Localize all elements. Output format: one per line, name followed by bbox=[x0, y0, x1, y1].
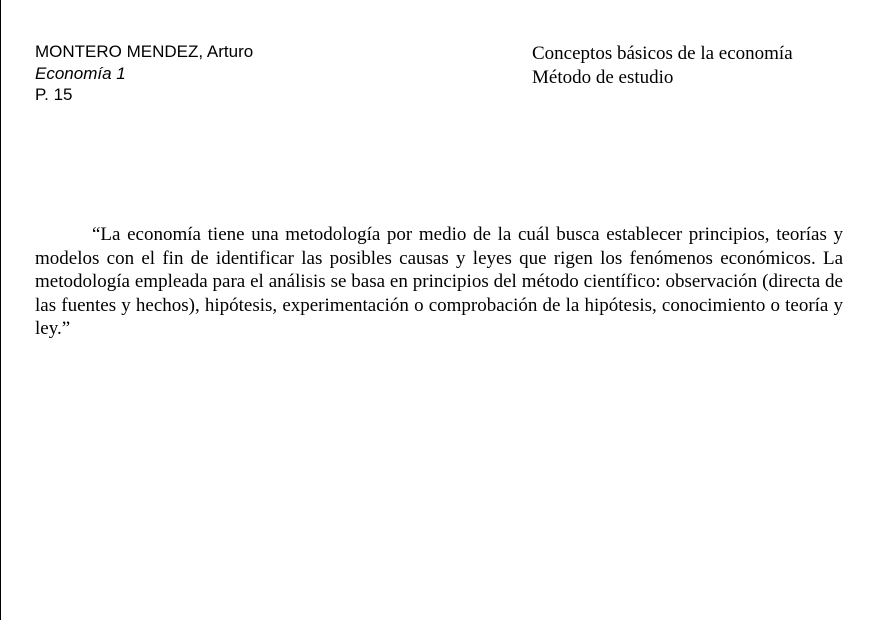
page-number: P. 15 bbox=[35, 85, 73, 104]
topic-line-2: Método de estudio bbox=[532, 67, 674, 88]
author-name: MONTERO MENDEZ, Arturo bbox=[35, 42, 254, 61]
book-title: Economía 1 bbox=[35, 63, 126, 83]
quote-paragraph: “La economía tiene una metodología por medio de la cuál busca establecer principios, teorías y modelos con el fin de identificar las posibles causas y leyes que rigen los fenómenos económicos. La metodología empleada para el análisis se basa en principios del método científico: observación (directa de las fuentes y hechos), hipótesis, experimentación o comprobación de la hipótesis, conocimiento o teoría y ley.” bbox=[35, 224, 843, 339]
bibliographic-reference bbox=[35, 41, 253, 106]
topic-line-1: Conceptos básicos de la economía bbox=[532, 43, 793, 64]
topic-heading bbox=[532, 42, 793, 90]
